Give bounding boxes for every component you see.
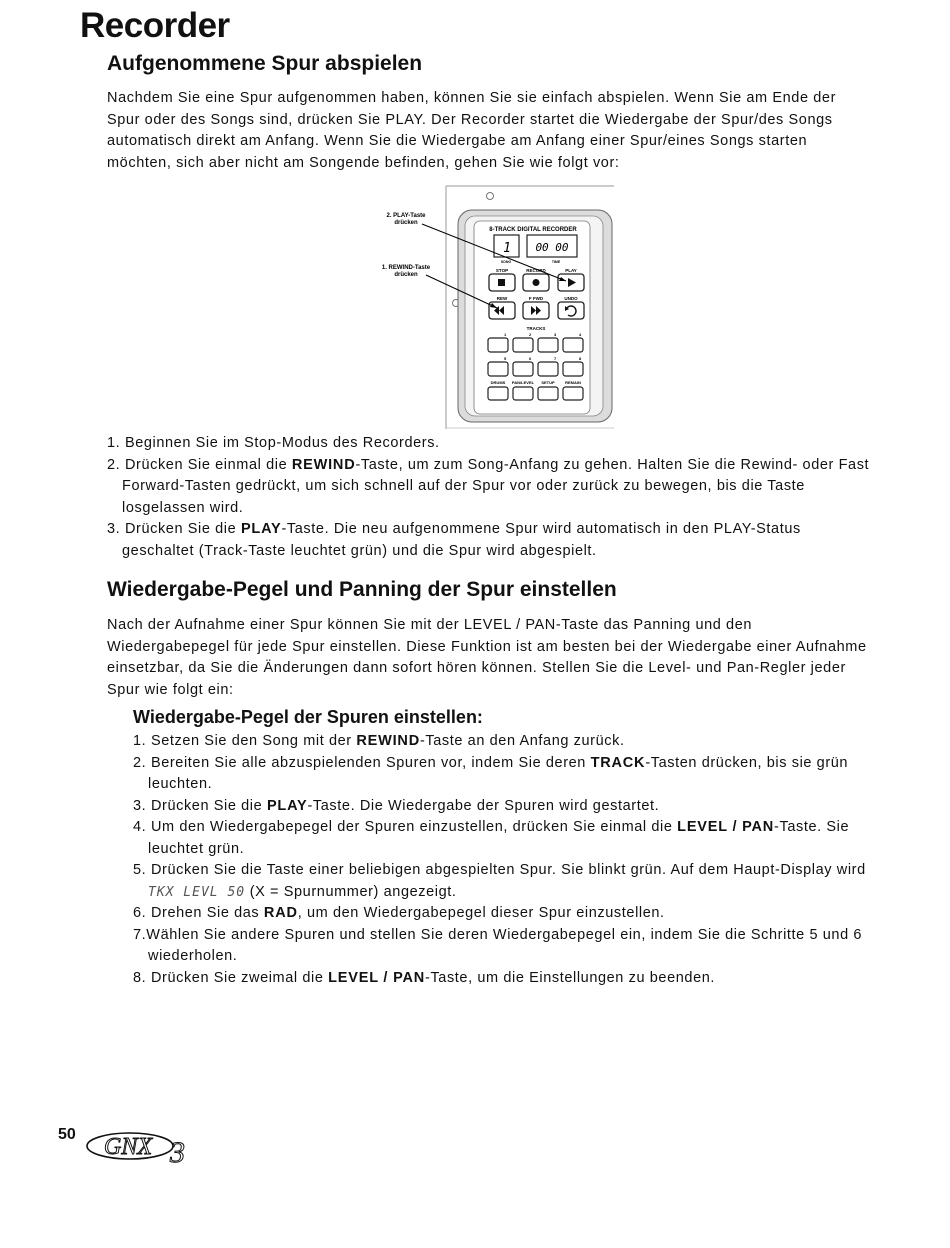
drums-label: DRUMS: [490, 380, 506, 385]
callout-rewind-line1: 1. REWIND-Taste: [381, 265, 431, 271]
drums-button[interactable]: [488, 387, 508, 400]
record-icon: [533, 279, 540, 286]
list-item: 2. Drücken Sie einmal die REWIND-Taste, um zum Song-Anfang zu gehen. Halten Sie die Rewind- oder Fast Forward-Tasten gedrückt, um sich schnell auf der Spur vor oder zurück zu bewegen, bis die Taste losgelassen wird.: [107, 456, 870, 516]
section-intro-playback: Nachdem Sie eine Spur aufgenommen haben, können Sie sie einfach abspielen. Wenn Sie am Ende der Spur oder des Songs sind, drücken Sie PLAY. Der Recorder startet die Wiedergabe der Spur/des Songs automatisch direkt am Anfang. Wenn Sie die Wiedergabe am Anfang einer Spur/eines Songs starten möchten, sich aber nicht am Songende befinden, gehen Sie wie folgt vor:: [107, 90, 836, 171]
device-title: 8-TRACK DIGITAL RECORDER: [489, 227, 577, 233]
page-number: 50: [58, 1126, 76, 1143]
ffwd-label: F FWD: [528, 296, 544, 301]
track-button-3[interactable]: [538, 338, 558, 352]
track-number-label: 4: [579, 332, 582, 337]
track-button-5[interactable]: [488, 362, 508, 376]
track-number-label: 3: [554, 332, 557, 337]
track-button-6[interactable]: [513, 362, 533, 376]
list-item: 8. Drücken Sie zweimal die LEVEL / PAN-Taste, um die Einstellungen zu beenden.: [133, 969, 716, 986]
recorder-figure: [370, 184, 614, 429]
list-item: 2. Bereiten Sie alle abzuspielenden Spuren vor, indem Sie deren TRACK-Tasten drücken, bis sie grün leuchten.: [133, 754, 849, 792]
play-label: PLAY: [565, 268, 577, 273]
track-number-label: 2: [529, 332, 532, 337]
list-item: 3. Drücken Sie die PLAY-Taste. Die neu aufgenommene Spur wird automatisch in den PLAY-Status geschaltet (Track-Taste leuchtet grün) und die Spur wird abgespielt.: [107, 521, 801, 559]
list-item: 5. Drücken Sie die Taste einer beliebigen abgespielten Spur. Sie blinkt grün. Auf dem Haupt-Display wird TKX LEVL 50 (X = Spurnummer) angezeigt.: [133, 862, 866, 900]
stop-icon: [498, 279, 505, 286]
track-number-label: 5: [504, 356, 507, 361]
song-display-value: 1: [503, 241, 511, 256]
pan-level-label: PAN/LEVEL: [511, 380, 535, 385]
section-intro-level-pan: Nach der Aufnahme einer Spur können Sie mit der LEVEL / PAN-Taste das Panning und den Wiedergabepegel für jede Spur einstellen. Diese Funktion ist am besten bei der Wiedergabe einer Aufnahme einsetzbar, da Sie die Änderungen dann sofort hören können. Stellen Sie die Level- und Pan-Regler jeder Spur wie folgt ein:: [107, 617, 867, 698]
track-button-7[interactable]: [538, 362, 558, 376]
level-steps: [133, 731, 878, 989]
list-item: 1. Setzen Sie den Song mit der REWIND-Taste an den Anfang zurück.: [133, 733, 625, 749]
setup-button[interactable]: [538, 387, 558, 400]
track-number-label: 6: [529, 356, 532, 361]
remain-label: REMAIN: [565, 380, 581, 385]
tracks-label: TRACKS: [526, 326, 546, 331]
svg-text:3: 3: [170, 1136, 185, 1168]
svg-text:GNX: GNX: [104, 1134, 152, 1160]
list-item: 3. Drücken Sie die PLAY-Taste. Die Wiedergabe der Spuren wird gestartet.: [133, 797, 660, 814]
playback-steps: [107, 433, 877, 562]
callout-play-line1: 2. PLAY-Taste: [386, 213, 426, 219]
track-number-label: 8: [579, 356, 582, 361]
list-item: 7.Wählen Sie andere Spuren und stellen Sie deren Wiedergabepegel ein, indem Sie die Schritte 5 und 6 wiederholen.: [133, 926, 863, 964]
list-item: 4. Um den Wiedergabepegel der Spuren einzustellen, drücken Sie einmal die LEVEL / PAN-Taste. Sie leuchtet grün.: [133, 819, 850, 857]
stop-label: STOP: [495, 268, 509, 273]
setup-label: SETUP: [541, 380, 555, 385]
track-number-label: 1: [504, 332, 507, 337]
list-item: 1. Beginnen Sie im Stop-Modus des Recorders.: [107, 435, 440, 451]
time-label: TIME: [551, 260, 561, 264]
rew-label: REW: [496, 296, 508, 301]
track-number-label: 7: [554, 356, 557, 361]
remain-button[interactable]: [563, 387, 583, 400]
section-heading-level-pan: Wiedergabe-Pegel und Panning der Spur einstellen: [107, 578, 617, 601]
page-title: Recorder: [80, 6, 230, 45]
section-heading-playback: Aufgenommene Spur abspielen: [107, 52, 423, 75]
record-label: RECORD: [526, 268, 546, 273]
track-button-4[interactable]: [563, 338, 583, 352]
lcd-readout: TKX LEVL 50: [148, 884, 246, 900]
song-label: SONG: [500, 260, 512, 264]
time-display-value: 00 00: [535, 241, 569, 254]
undo-label: UNDO: [564, 296, 578, 301]
callout-rewind-line2: drücken: [394, 272, 418, 278]
track-button-1[interactable]: [488, 338, 508, 352]
pan-level-button[interactable]: [513, 387, 533, 400]
track-button-8[interactable]: [563, 362, 583, 376]
screw-hole-icon: [487, 193, 494, 200]
subsection-heading: Wiedergabe-Pegel der Spuren einstellen:: [133, 707, 483, 727]
track-button-2[interactable]: [513, 338, 533, 352]
gnx3-logo: [86, 1124, 190, 1168]
list-item: 6. Drehen Sie das RAD, um den Wiedergabepegel dieser Spur einzustellen.: [133, 905, 665, 921]
callout-play-line2: drücken: [394, 220, 418, 226]
